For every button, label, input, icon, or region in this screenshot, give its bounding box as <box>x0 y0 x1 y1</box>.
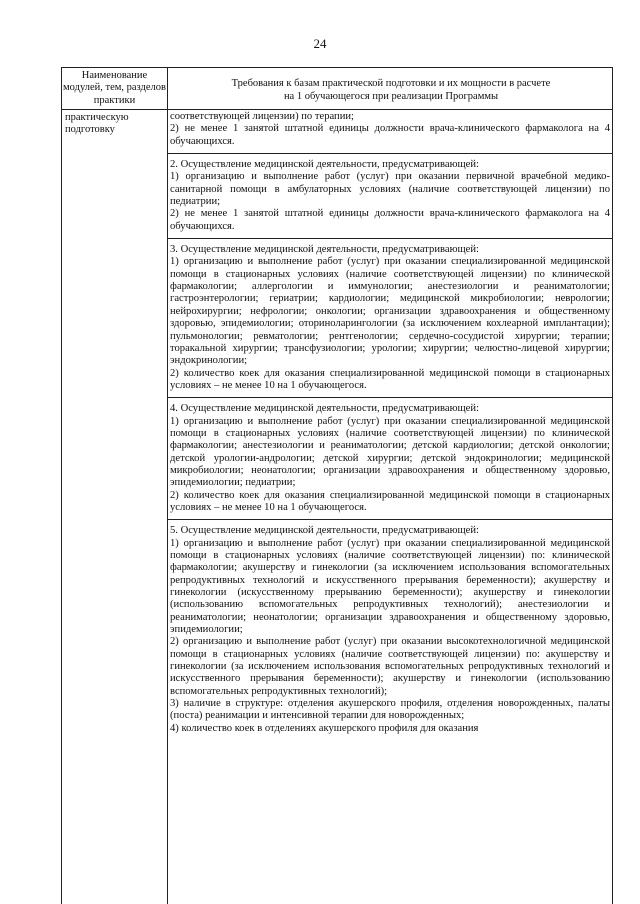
row-label-line: практическую <box>65 112 129 123</box>
section-divider <box>167 519 613 520</box>
header-col-modules-line: практики <box>93 94 136 106</box>
paragraph: 1) организацию и выполнение работ (услуг) при оказании специализированной медицинской помощи в стационарных условиях (наличие соответствующей лицензии) по клинической фармакологии; аллергологии и иммунологии; анестезиологии и реаниматологии; гастроэнтерологии; гериатрии; кардиологии; медицинской микробиологии; неврологии; нейрохирургии; нефрологии; онкологии; организации здравоохранения и общественному здоровью, эпидемиологии; оториноларингологии (за исключением кохлеарной имплантации); пульмонологии; ревматологии; рентгенологии; сердечно-сосудистой хирургии; терапии; торакальной хирургии; трансфузиологии; урологии; хирургии; челюстно-лицевой хирургии; эндокринологии; <box>170 256 610 367</box>
paragraph: 4. Осуществление медицинской деятельности, предусматривающей: <box>170 403 479 415</box>
row-label <box>65 112 164 137</box>
paragraph: 1) организацию и выполнение работ (услуг) при оказании специализированной медицинской помощи в стационарных условиях (наличие соответствующей лицензии) по клинической фармакологии; анестезиологии и реаниматологии; детской кардиологии; детской онкологии; детской урологии-андрологии; детской хирургии; детской эндокринологии; медицинской микробиологии; неонатологии; организации здравоохранения и общественному здоровью, эпидемиологии; педиатрии; <box>170 415 610 489</box>
section <box>170 525 610 735</box>
header-col-modules-line: Наименование <box>81 70 148 81</box>
paragraph: 2) количество коек для оказания специализированной медицинской помощи в стационарных условиях – не менее 10 на 1 обучающегося. <box>170 367 610 391</box>
paragraph: 2) не менее 1 занятой штатной единицы должности врача-клинического фармаколога на 4 обучающихся. <box>170 208 610 232</box>
paragraph: 1) организацию и выполнение работ (услуг) при оказании специализированной медицинской помощи в стационарных условиях (наличие соответствующей лицензии) по: клинической фармакологии; акушерству и гинекологии (за исключением использования вспомогательных репродуктивных технологий и искусственного прерывания беременности); акушерству и гинекологии (искусственному прерыванию беременности); акушерству и гинекологии (использованию вспомогательных репродуктивных технологий); анестезиологии и реаниматологии; неонатологии; организации здравоохранения и общественному здоровью, эпидемиологии; <box>170 537 610 636</box>
header-divider <box>62 109 612 110</box>
section <box>170 111 610 148</box>
paragraph: 4) количество коек в отделениях акушерского профиля для оказания <box>170 722 479 734</box>
paragraph: 2) не менее 1 занятой штатной единицы должности врача-клинического фармаколога на 4 обучающихся. <box>170 123 610 147</box>
section <box>170 244 610 392</box>
section-divider <box>167 397 613 398</box>
paragraph: 3. Осуществление медицинской деятельности, предусматривающей: <box>170 244 479 256</box>
paragraph: соответствующей лицензии) по терапии; <box>170 111 354 122</box>
paragraph: 2) организацию и выполнение работ (услуг) при оказании высокотехнологичной медицинской помощи в стационарных условиях (наличие соответствующей лицензии) по: акушерству и гинекологии (за исключением использования вспомогательных репродуктивных технологий и искусственного прерывания беременности); акушерству и гинекологии (использованию вспомогательных репродуктивных технологий); <box>170 636 610 697</box>
section <box>170 159 610 233</box>
header-col-modules-line: модулей, тем, разделов <box>63 82 166 94</box>
header-col-requirements <box>168 77 614 103</box>
column-divider <box>167 68 168 904</box>
page-number: 24 <box>313 36 327 51</box>
requirements-table <box>61 67 613 904</box>
paragraph: 2) количество коек для оказания специализированной медицинской помощи в стационарных условиях – не менее 10 на 1 обучающегося. <box>170 489 610 513</box>
header-col-requirements-line: на 1 обучающегося при реализации Программы <box>283 91 499 102</box>
paragraph: 2. Осуществление медицинской деятельности, предусматривающей: <box>170 159 479 171</box>
section-divider <box>167 238 613 239</box>
paragraph: 5. Осуществление медицинской деятельности, предусматривающей: <box>170 525 479 537</box>
requirements-body <box>170 111 610 735</box>
header-col-requirements-line: Требования к базам практической подготовки и их мощности в расчете <box>231 78 551 89</box>
paragraph: 3) наличие в структуре: отделения акушерского профиля, отделения новорожденных, палаты (поста) реанимации и интенсивной терапии для новорожденных; <box>170 698 610 722</box>
header-col-modules <box>62 70 167 107</box>
section <box>170 403 610 514</box>
paragraph: 1) организацию и выполнение работ (услуг) при оказании первичной врачебной медико-санитарной помощи в амбулаторных условиях (наличие соответствующей лицензии) по педиатрии; <box>170 171 610 208</box>
section-divider <box>167 153 613 154</box>
row-label-line: подготовку <box>65 124 115 136</box>
